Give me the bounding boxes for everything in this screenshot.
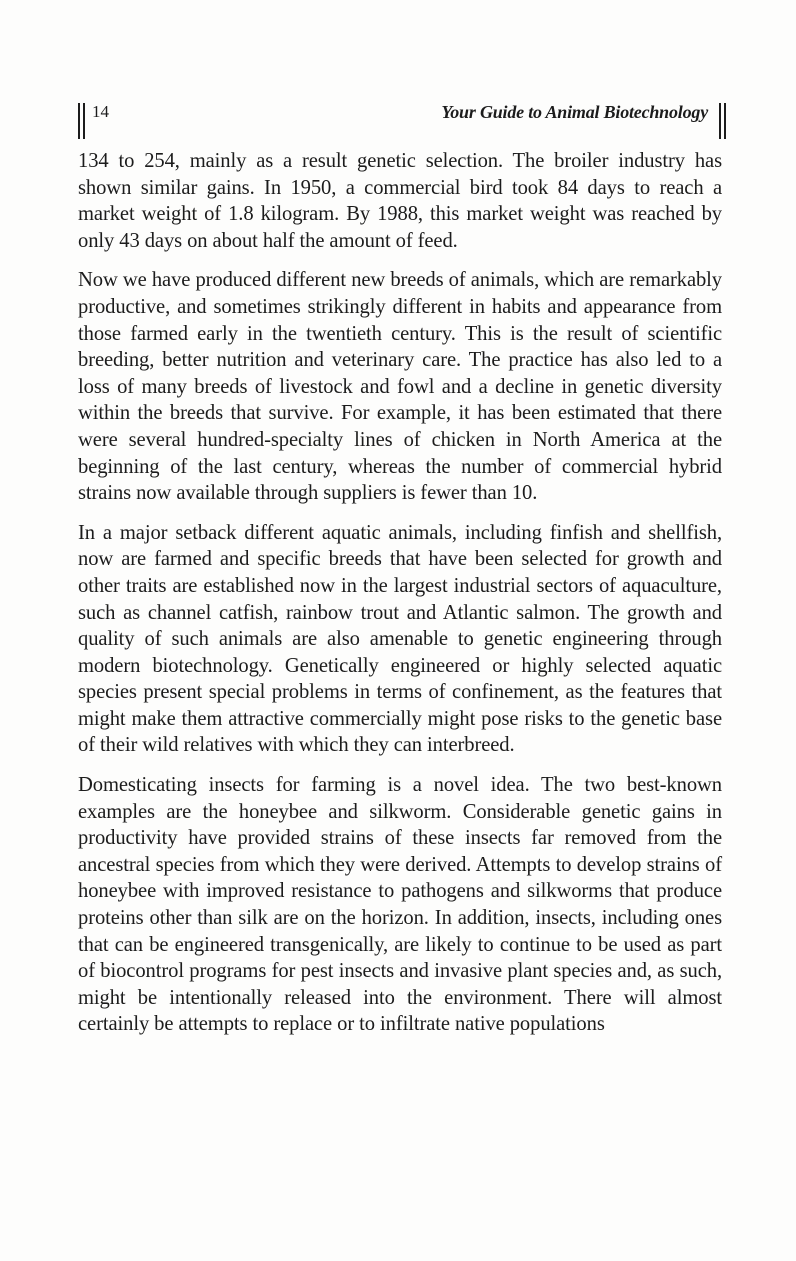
header-rule-right-outer <box>724 103 726 139</box>
paragraph-2: Now we have produced different new breeds of animals, which are remarkably productive, and sometimes strikingly different in habits and appearance from those farmed early in the twentieth century. This is the result of scientific breeding, better nutrition and veterinary care. The practice has also led to a loss of many breeds of livestock and fowl and a decline in genetic diversity within the breeds that survive. For example, it has been estimated that there were several hundred-specialty lines of chicken in North America at the beginning of the last century, whereas the number of commercial hybrid strains now available through suppliers is fewer than 10. <box>78 269 722 505</box>
running-head <box>78 95 726 143</box>
paragraph-4: Domesticating insects for farming is a novel idea. The two best-known examples are the honeybee and silkworm. Considerable genetic gains in productivity have provided strains of these insects far removed from the ancestral species from which they were derived. Attempts to develop strains of honeybee with improved resistance to pathogens and silkworms that produce proteins other than silk are on the horizon. In addition, insects, including ones that can be engineered transgenically, are likely to continue to be used as part of biocontrol programs for pest insects and invasive plant species and, as such, might be intentionally released into the environment. There will almost certainly be attempts to replace or to infiltrate native populations <box>78 774 722 1036</box>
running-title: Your Guide to Animal Biotechnology <box>441 102 708 122</box>
header-rule-right-inner <box>719 103 721 139</box>
paragraph-1: 134 to 254, mainly as a result genetic selection. The broiler industry has shown similar gains. In 1950, a commercial bird took 84 days to reach a market weight of 1.8 kilogram. By 1988, this market weight was reached by only 43 days on about half the amount of feed. <box>78 150 722 252</box>
header-rule-left-inner <box>83 103 85 139</box>
header-rule-left-outer <box>78 103 80 139</box>
page-number: 14 <box>92 102 109 121</box>
body-text <box>78 148 722 1051</box>
paragraph-3: In a major setback different aquatic animals, including finfish and shellfish, now are farmed and specific breeds that have been selected for growth and other traits are established now in the largest industrial sectors of aquaculture, such as channel catfish, rainbow trout and Atlantic salmon. The growth and quality of such animals are also amenable to genetic engineering through modern biotechnology. Genetically engineered or highly selected aquatic species present special problems in terms of confinement, as the features that might make them attractive commercially might pose risks to the genetic base of their wild relatives with which they can interbreed. <box>78 521 722 757</box>
